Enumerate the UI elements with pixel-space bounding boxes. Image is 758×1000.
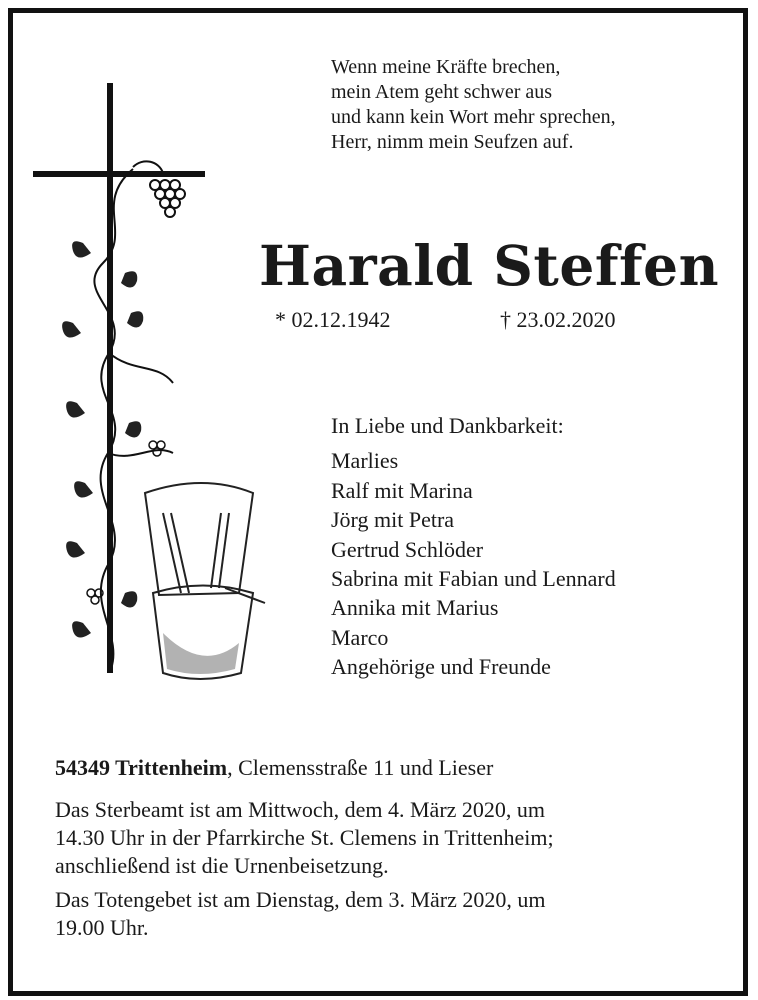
deceased-name: Harald Steffen: [259, 233, 720, 298]
funeral-notice-line: Das Sterbeamt ist am Mittwoch, dem 4. März 2020, um: [55, 797, 546, 822]
mourner-name: Sabrina mit Fabian und Lennard: [331, 566, 616, 592]
poem-line: Wenn meine Kräfte brechen,: [331, 56, 561, 78]
prayer-notice-line: 19.00 Uhr.: [55, 915, 149, 940]
cross-with-grapevine-icon: [13, 73, 283, 683]
poem-line: und kann kein Wort mehr sprechen,: [331, 106, 616, 128]
funeral-notice-line: anschließend ist die Urnenbeisetzung.: [55, 853, 389, 878]
mourner-name: Angehörige und Freunde: [331, 654, 551, 680]
mourner-name: Gertrud Schlöder: [331, 536, 484, 562]
mourner-name: Jörg mit Petra: [331, 507, 455, 533]
mourner-name: Marlies: [331, 448, 399, 474]
poem: [331, 55, 616, 155]
address-line: [55, 755, 493, 781]
death-date: † 23.02.2020: [500, 307, 616, 332]
funeral-notice-line: 14.30 Uhr in der Pfarrkirche St. Clemens in Trittenheim;: [55, 825, 554, 850]
poem-line: mein Atem geht schwer aus: [331, 81, 553, 103]
mourner-name: Ralf mit Marina: [331, 477, 473, 503]
address-city: 54349 Trittenheim: [55, 755, 228, 780]
obituary-notice: [8, 8, 748, 996]
mourners-intro: In Liebe und Dankbarkeit:: [331, 413, 564, 438]
prayer-notice: [55, 886, 735, 942]
address-street: , Clemensstraße 11 und Lieser: [227, 755, 494, 780]
mourner-name: Annika mit Marius: [331, 595, 499, 621]
poem-line: Herr, nimm mein Seufzen auf.: [331, 131, 574, 153]
mourner-name: Marco: [331, 624, 389, 650]
birth-date: * 02.12.1942: [275, 307, 391, 332]
prayer-notice-line: Das Totengebet ist am Dienstag, dem 3. März 2020, um: [55, 887, 546, 912]
mourners-list: [331, 411, 616, 682]
funeral-notice: [55, 796, 735, 880]
